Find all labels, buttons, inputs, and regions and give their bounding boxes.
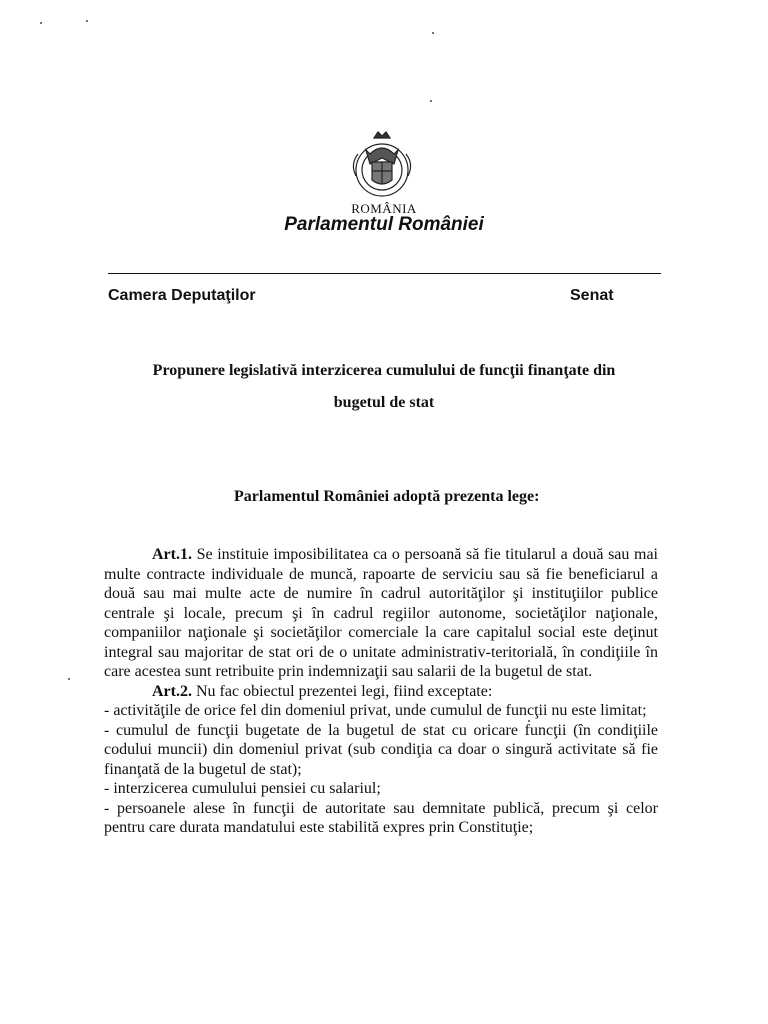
header-divider — [108, 273, 661, 274]
article-2 — [104, 682, 658, 702]
article-1-label: Art.1. — [152, 546, 192, 563]
chamber-deputies-label: Camera Deputaţilor — [108, 287, 256, 304]
article-2-text: Nu fac obiectul prezentei legi, fiind exceptate: — [195, 682, 493, 700]
senate-label: Senat — [570, 287, 614, 304]
country-name: ROMÂNIA — [351, 201, 417, 216]
coat-of-arms-icon — [340, 124, 424, 208]
exception-item: - persoanele alese în funcţii de autoritate sau demnitate publică, precum şi celor pentru care durata mandatului este stabilită expres prin Constituţie; — [104, 799, 658, 836]
parliament-title: Parlamentul României — [284, 214, 484, 235]
scan-speck — [430, 100, 432, 102]
document-title — [110, 355, 658, 419]
exception-item: - interzicerea cumulului pensiei cu salariul; — [104, 780, 381, 797]
scan-speck — [40, 22, 42, 24]
exception-item: - cumulul de funcţii bugetate de la bugetul de stat cu oricare funcţii (în condiţiile codului muncii) din domeniul privat (sub condiţia ca doar o singură activitate să fie finanţată de la bugetul de stat); — [104, 721, 658, 778]
scan-speck — [528, 720, 530, 722]
article-1-text: Se instituie imposibilitatea ca o persoană să fie titularul a două sau mai multe contracte individuale de muncă, rapoarte de serviciu sau să fie beneficiarul a două sau mai multe acte de numire în cadrul autorităţilor şi instituţiilor publice centrale şi locale, precum şi în cadrul regiilor autonome, societăţilor naţionale, companiilor naţionale şi societăţilor comerciale la care capitalul social este deţinut integral sau majoritar de stat ori de o unitate administrativ-teritorială, în condiţiile în care acestea sunt retribuite prin indemnizaţii sau salarii de la bugetul de stat. — [104, 546, 658, 680]
exception-item: - activităţile de orice fel din domeniul privat, unde cumulul de funcţii nu este limitat; — [104, 702, 647, 719]
adoption-statement: Parlamentul României adoptă prezenta lege: — [234, 488, 540, 505]
document-title-line-1: Propunere legislativă interzicerea cumulului de funcţii finanţate din — [152, 362, 616, 379]
law-body — [104, 545, 658, 838]
scan-speck — [86, 20, 88, 22]
scan-speck — [432, 32, 434, 34]
scan-speck — [68, 678, 70, 680]
article-1 — [104, 545, 658, 682]
article-2-label: Art.2. — [152, 682, 192, 700]
document-title-line-2: bugetul de stat — [333, 394, 435, 411]
